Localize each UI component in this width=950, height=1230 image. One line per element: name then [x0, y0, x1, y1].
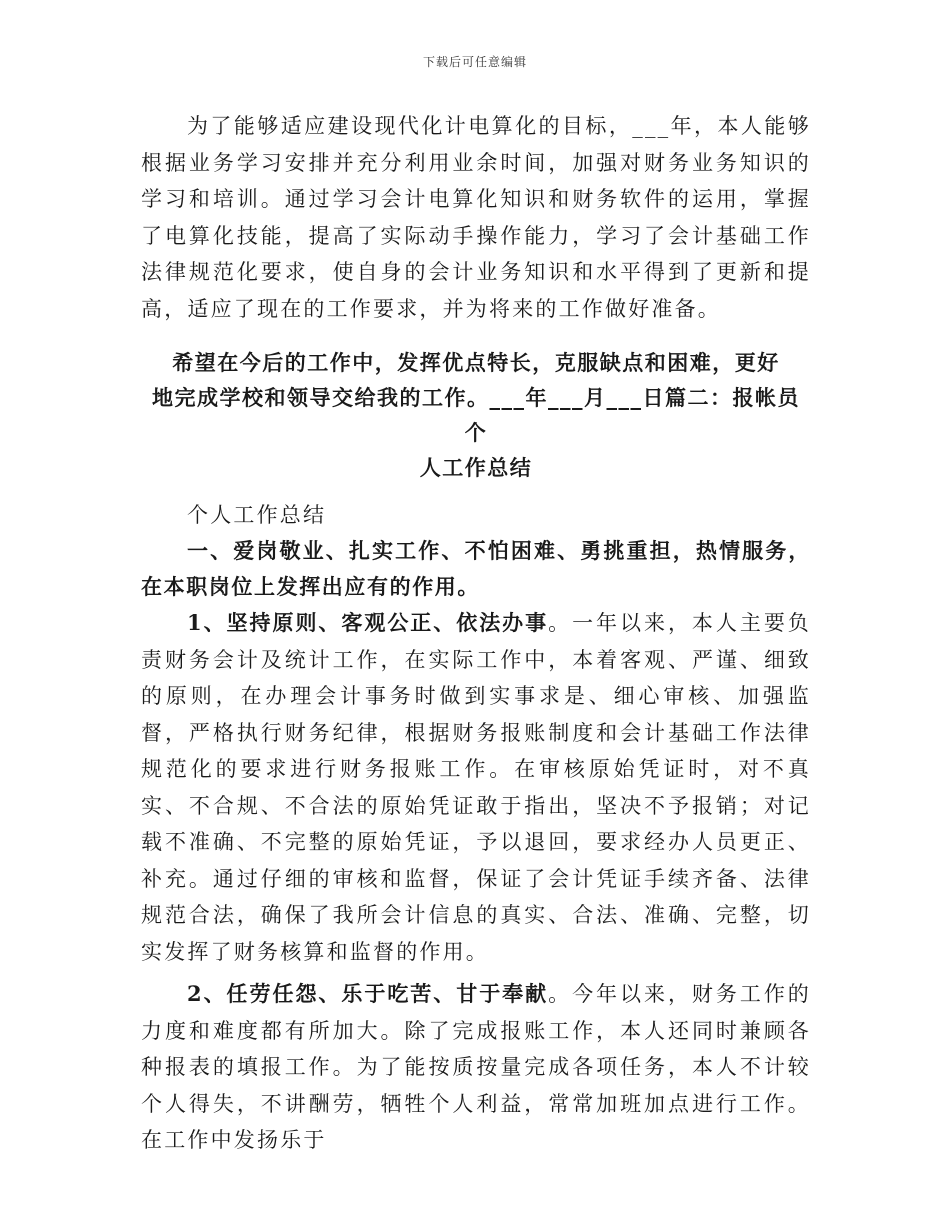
- item-lead: 1、坚持原则、客观公正、依法办事: [187, 610, 549, 635]
- item-body: 。一年以来，本人主要负责财务会计及统计工作，在实际工作中，本着客观、严谨、细致的原则，在办理会计事务时做到实事求是、细心审核、加强监督，严格执行财务纪律，根据财务报账制度和会计基础工作法律规范化的要求进行财务报账工作。在审核原始凭证时，对不真实、不合规、不合法的原始凭证敢于指出，坚决不予报销；对记载不准确、不完整的原始凭证，予以退回，要求经办人员更正、补充。通过仔细的审核和监督，保证了会计凭证手续齐备、法律规范合法，确保了我所会计信息的真实、合法、准确、完整，切实发挥了财务核算和监督的作用。: [141, 611, 811, 964]
- subtitle: 个人工作总结: [187, 503, 327, 527]
- section-heading: 一、爱岗敬业、扎实工作、不怕困难、勇挑重担，热情服务，在本职岗位上发挥出应有的作用。: [141, 538, 811, 599]
- heading-line: 地完成学校和领导交给我的工作。___年___月___日篇二：报帐员个: [152, 385, 800, 445]
- heading-line: 希望在今后的工作中，发挥优点特长，克服缺点和困难，更好: [172, 350, 780, 375]
- list-item: [141, 605, 811, 970]
- item-lead: 2、任劳任怨、乐于吃苦、甘于奉献: [187, 981, 549, 1006]
- document-body: [141, 108, 811, 1165]
- heading-line: 人工作总结: [419, 455, 533, 480]
- header-note: 下载后可任意编辑: [422, 55, 527, 69]
- item-body: 。今年以来，财务工作的力度和难度都有所加大。除了完成报账工作，本人还同时兼顾各种报表的填报工作。为了能按质按量完成各项任务，本人不计较个人得失，不讲酬劳，牺牲个人利益，常常加班加点进行工作。在工作中发扬乐于: [141, 982, 811, 1152]
- intro-paragraph: 为了能够适应建设现代化计电算化的目标，___年，本人能够根据业务学习安排并充分利用业余时间，加强对财务业务知识的学习和培训。通过学习会计电算化知识和财务软件的运用，掌握了电算化技能，提高了实际动手操作能力，学习了会计基础工作法律规范化要求，使自身的会计业务知识和水平得到了更新和提高，适应了现在的工作要求，并为将来的工作做好准备。: [141, 114, 811, 321]
- centered-heading: [141, 345, 811, 485]
- list-item: [141, 976, 811, 1159]
